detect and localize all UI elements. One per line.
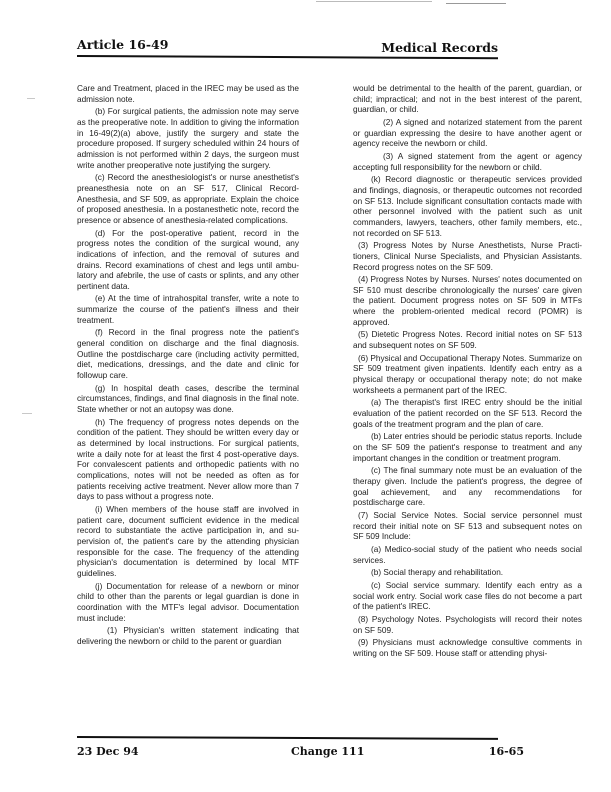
paragraph: (6) Physical and Occupational Therapy Notes. Summarize on SF 509 treatment given inpatients. Identify each entry as a physical therapy or occupational therapy note; do not make worksheets a permanent part of the IREC.: [353, 353, 582, 395]
paragraph: (h) The frequency of progress notes depends on the condition of the patient. They should be written every day or as determined by local instructions. For surgical patients, write a daily note for at least the first 4 post-operative days. For convalescent patients and orthopedic patients with no complications, notes will not be needed as often as for patients receiving active treatment. Never allow more than 7 days to pass without a progress note.: [77, 417, 299, 502]
paragraph: (d) For the post-operative patient, record in the progress notes the condition of the surgical wound, any indications of infection, and the removal of sutures and drains. Record examinations of chest and legs until ambulatory and afebrile, the use of casts or splints, and any other pertinent data.: [77, 228, 299, 291]
footer-rule: [77, 736, 498, 739]
article-number: Article 16-49: [77, 37, 169, 52]
paragraph: (2) A signed and notarized statement from the parent or guardian expressing the desire to have another agent or agency receive the newborn or child.: [353, 117, 582, 149]
paragraph: (g) In hospital death cases, describe the terminal circumstances, findings, and final diagnosis in the final note. State whether or not an autopsy was done.: [77, 383, 299, 415]
paragraph: (4) Progress Notes by Nurses. Nurses' notes documented on SF 510 must describe chronologically the nurses' care given the patient. Document progress notes on SF 509 in MTFs where the problem-oriented medical record (POMR) is approved.: [353, 275, 582, 327]
paragraph: (b) For surgical patients, the admission note may serve as the preoperative note. In addition to giving the information in 16-49(2)(a) above, justify the surgery and state the procedure proposed. If surgery scheduled within 24 hours of admission is not performed within 2 days, the surgeon must write another preoperative note justifying the surgery.: [77, 107, 299, 170]
page-footer: [77, 745, 524, 761]
scan-artifact: [316, 1, 432, 2]
paragraph: (k) Record diagnostic or therapeutic services provided and findings, diagnosis, or therapeutic outcomes not recorded on SF 513. Include significant consultation contacts made with other personnel involved with the patient such as unit commanders, lawyers, teachers, other family members, etc., not recorded on SF 513.: [353, 175, 582, 238]
paragraph: (1) Physician's written statement indicating that delivering the newborn or child to the parent or guardian: [77, 626, 299, 646]
paragraph: (c) The final summary note must be an evaluation of the therapy given. Include the patient's progress, the degree of goal achievement, and any recommendations for postdischarge care.: [353, 466, 582, 508]
paragraph: (5) Dietetic Progress Notes. Record initial notes on SF 513 and subsequent notes on SF 509.: [353, 330, 582, 351]
change-number: Change 111: [291, 745, 365, 758]
paragraph: (3) Progress Notes by Nurse Anesthetists, Nurse Practitioners, Clinical Nurse Specialists, and Physician Assistants. Record progress notes on the SF 509.: [353, 241, 582, 272]
paragraph: Care and Treatment, placed in the IREC may be used as the admission note.: [77, 84, 299, 104]
paragraph: (a) The therapist's first IREC entry should be the initial evaluation of the patient recorded on the SF 513. Record the goals of the treatment program and the plan of care.: [353, 398, 582, 429]
paragraph: (b) Social therapy and rehabilitation.: [371, 568, 504, 578]
paragraph: (b) Later entries should be periodic status reports. Include on the SF 509 the patient's response to treatment and any important changes in the condition or treatment program.: [353, 432, 582, 463]
section-title: Medical Records: [381, 40, 498, 55]
paragraph: (8) Psychology Notes. Psychologists will record their notes on SF 509.: [353, 614, 582, 635]
margin-mark: [27, 98, 35, 99]
paragraph: (3) A signed statement from the agent or agency accepting full responsibility for the newborn or child.: [353, 151, 582, 172]
margin-mark: [22, 413, 32, 414]
paragraph: (c) Record the anesthesiologist's or nurse anesthetist's preanesthesia note on an SF 517, Clinical Record-Anesthesia, and SF 509, as appropriate. Explain the choice of proposed anesthesia. In a postanesthetic note, record the presence or absence of anesthesia-related complications.: [77, 173, 299, 225]
paragraph: would be detrimental to the health of the parent, guardian, or child; impractical; and not in the best interest of the parent, guardian, or child.: [353, 84, 582, 115]
paragraph: (9) Physicians must acknowledge consultive comments in writing on the SF 509. House staff or attending physi-: [353, 638, 582, 658]
paragraph: (e) At the time of intrahospital transfer, write a note to summarize the course of the patient's illness and their treatment.: [77, 294, 299, 325]
paragraph: (7) Social Service Notes. Social service personnel must record their initial note on SF 513 and subsequent notes on SF 509 Include:: [353, 510, 582, 542]
paragraph: (c) Social service summary. Identify each entry as a social work entry. Social work case files do not become a part of the patient's IREC.: [353, 580, 582, 612]
scan-artifact: [446, 3, 506, 4]
footer-date: 23 Dec 94: [77, 745, 139, 758]
page-header: [77, 36, 498, 56]
left-column: [77, 84, 299, 647]
page-number: 16-65: [488, 745, 524, 758]
paragraph: (j) Documentation for release of a newborn or minor child to other than the parents or legal guardian is done in coordination with the MTF's legal advisor. Documentation must include:: [77, 581, 299, 623]
paragraph: (f) Record in the final progress note the patient's general condition on discharge and the final diagnosis. Outline the postdischarge care (including activity permitted, diet, medications, dressings, and the date and clinic for followup care.: [77, 328, 299, 381]
paragraph: (a) Medico-social study of the patient who needs social services.: [353, 544, 582, 565]
paragraph: (i) When members of the house staff are involved in patient care, document sufficient evidence in the medical record to substantiate the active participation in, and supervision of, the patient's care by the attending physician responsible for the case. The frequency of the attending physician's documentation is determined by local MTF guidelines.: [77, 504, 299, 578]
right-column: [353, 84, 582, 659]
